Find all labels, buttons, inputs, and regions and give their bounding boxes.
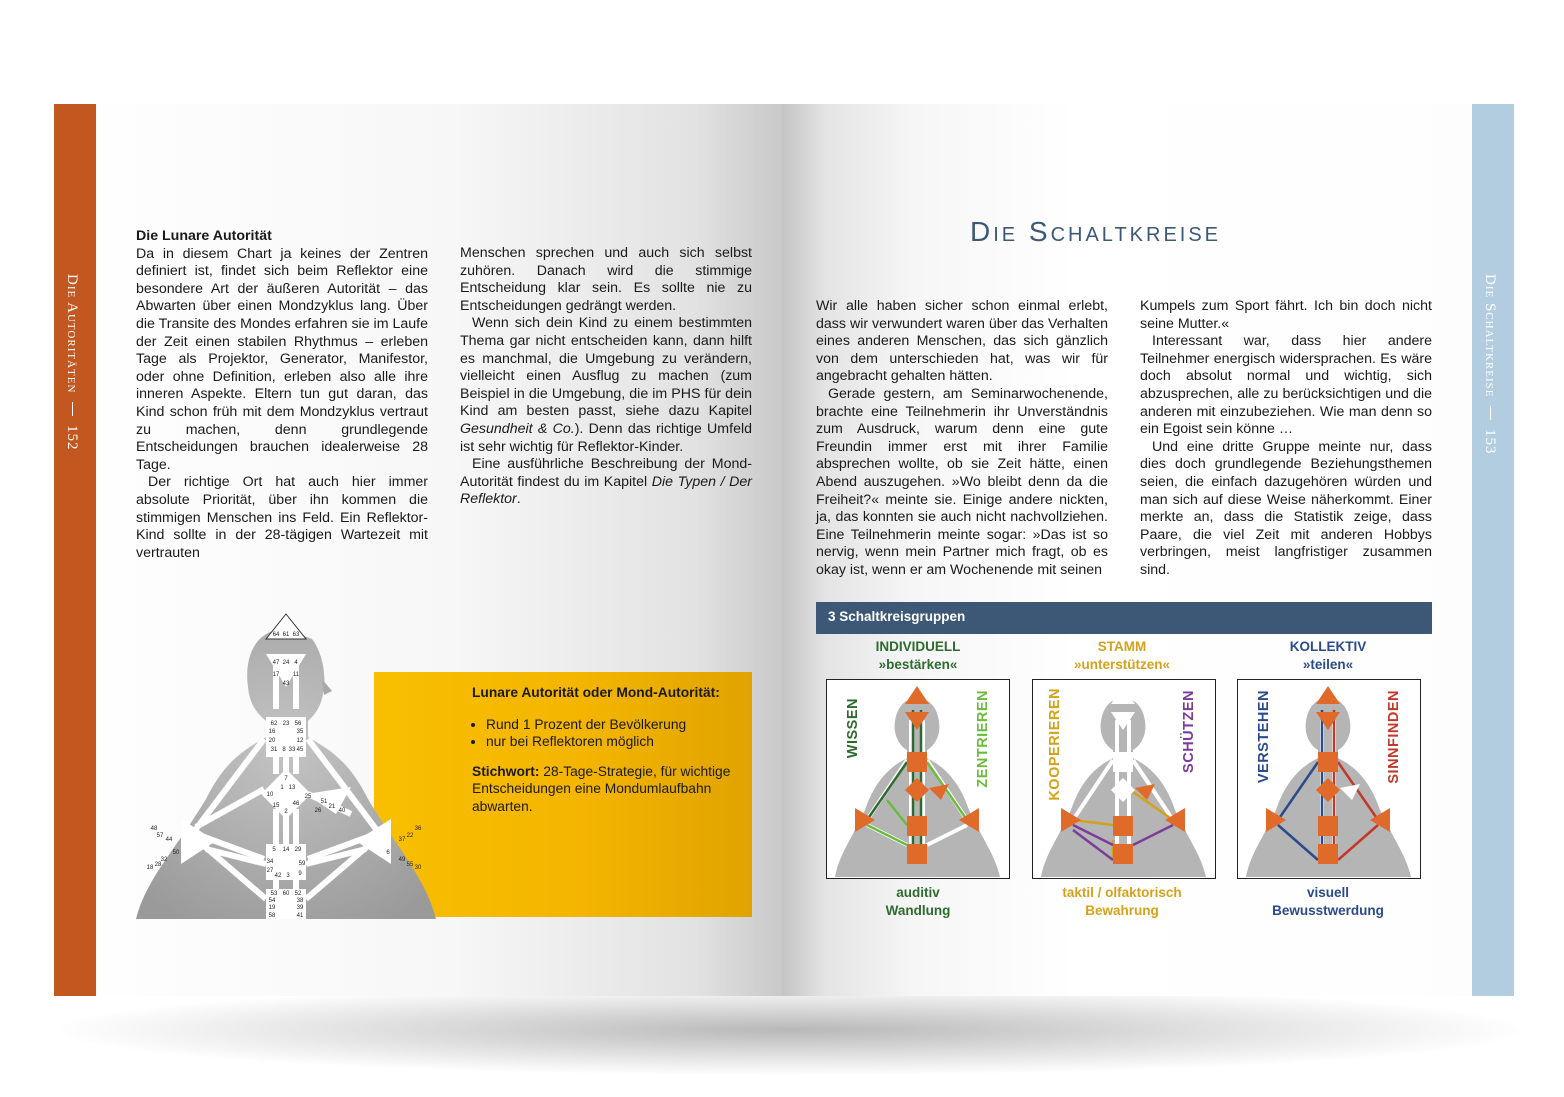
- gate-label: 48: [150, 826, 158, 832]
- gate-label: 3: [286, 873, 290, 879]
- paragraph: Eine ausführliche Beschreibung der Mond-Autorität findest du im Kapitel Die Typen / Der Reflektor.: [460, 456, 753, 508]
- circuit-right-label: SINNFINDEN: [1386, 690, 1402, 784]
- left-column-2: [460, 245, 752, 509]
- gate-label: 59: [298, 861, 306, 867]
- gate-label: 63: [292, 632, 300, 638]
- gate-label: 9: [298, 871, 302, 877]
- group-sense: taktil / olfaktorisch: [1062, 885, 1182, 900]
- gate-label: 39: [296, 905, 304, 911]
- paragraph: Wir alle haben sicher schon einmal erlebt, dass wir verwundert waren über das Verhalten eines anderen Menschen, das sich gänzlich von dem unterschieden hat, was wir für angebracht gehalten hätten.: [816, 298, 1108, 385]
- gate-label: 34: [266, 859, 274, 865]
- right-chapter-band: [1472, 104, 1514, 996]
- gate-label: 53: [270, 891, 278, 897]
- gate-label: 14: [282, 847, 290, 853]
- gate-label: 28: [154, 862, 162, 868]
- left-column-1: [136, 228, 428, 562]
- gate-label: 47: [272, 660, 280, 666]
- right-page: [782, 104, 1514, 996]
- gate-label: 51: [320, 799, 328, 805]
- gate-label: 49: [398, 857, 406, 863]
- info-box-keyword: Stichwort: 28-Tage-Strategie, für wichtige Entscheidungen eine Mondumlaufbahn abwarten.: [472, 763, 731, 814]
- group-header: [828, 638, 1008, 674]
- gate-label: 33: [288, 747, 296, 753]
- paragraph: Interessant war, dass hier andere Teilnehmer energisch widersprachen. Es wäre doch absolut normal und wichtig, sich abzusprechen, alle zu berücksichtigen und die anderen mit einzubeziehen. Wie man denn so ein Egoist sein könne …: [1140, 333, 1432, 438]
- gate-label: 54: [268, 898, 276, 904]
- group-sense: auditiv: [896, 885, 940, 900]
- group-motto: »bestärken«: [878, 657, 958, 672]
- paragraph: Kumpels zum Sport fährt. Ich bin doch nicht seine Mutter.«: [1140, 298, 1432, 332]
- gate-label: 37: [398, 837, 406, 843]
- gate-label: 19: [268, 905, 276, 911]
- gate-label: 15: [272, 803, 280, 809]
- gate-label: 61: [282, 632, 290, 638]
- gate-label: 21: [328, 804, 336, 810]
- band-separator: [72, 402, 73, 416]
- gate-label: 64: [272, 632, 280, 638]
- gate-label: 7: [284, 776, 288, 782]
- info-box-title: Lunare Autorität oder Mond-Autorität:: [472, 685, 720, 700]
- paragraph: Menschen sprechen und auch sich selbst zuhören. Danach wird die stimmige Entscheidung klar sein. Es sollte nie zu Entscheidungen gedrängt werden.: [460, 245, 752, 314]
- gate-label: 40: [338, 808, 346, 814]
- group-sense: visuell: [1306, 885, 1350, 900]
- gate-label: 6: [386, 850, 390, 856]
- paragraph: Und eine dritte Gruppe meinte nur, dass dies doch grundlegende Beziehungsthemen seien, die einfach dazugehören würden und man sich auf diese Weise näherkommt. Einer merkte an, dass die Statistik zeige, dass Paare, die viel Zeit mit anderen Hobbys verbringen, meist langfristiger zusammen sind.: [1140, 438, 1432, 578]
- circuit-left-label: KOOPERIEREN: [1047, 688, 1063, 801]
- group-theme: Bewusstwerdung: [1272, 903, 1384, 918]
- section-heading: Die Lunare Autorität: [136, 228, 272, 244]
- gate-label: 5: [272, 847, 276, 853]
- gate-label: 10: [266, 792, 274, 798]
- circuit-right-label: ZENTRIEREN: [975, 690, 991, 788]
- gate-label: 2: [284, 809, 288, 815]
- left-band-title: Die Autoritäten: [64, 274, 80, 394]
- right-column-2: [1140, 298, 1432, 580]
- gate-label: 35: [296, 729, 304, 735]
- group-footer: [1022, 884, 1222, 920]
- group-header: [1032, 638, 1212, 674]
- gate-label: 12: [296, 738, 304, 744]
- right-column-1: [816, 298, 1108, 580]
- gate-label: 38: [296, 898, 304, 904]
- group-motto: »teilen«: [1302, 657, 1354, 672]
- info-box-list: [472, 716, 740, 751]
- gate-label: 24: [282, 660, 290, 666]
- circuit-left-label: VERSTEHEN: [1256, 690, 1272, 784]
- right-band-title: Die Schaltkreise: [1482, 274, 1498, 398]
- paragraph: Gerade gestern, am Seminarwochenende, brachte eine Teilnehmerin ihr Unverständnis zum Ausdruck, warum denn eine gute Freundin immer erst mit ihrer Familie absprechen wollte, ob sie Zeit hätte, einen Abend auszugehen. »Wo bleibt denn da die Freiheit?« meinte sie. Einige andere nickten, ja, das konnten sie auch nicht nachvollziehen. Eine Teilnehmerin meinte sogar: »Das ist so nervig, wenn mein Partner mich fragt, ob es okay ist, wenn er am Wochenende mit seinen: [816, 385, 1108, 578]
- bodygraph-illustration: [136, 609, 436, 919]
- group-header: [1238, 638, 1418, 674]
- gate-label: 11: [292, 672, 300, 678]
- left-band-label: [63, 274, 80, 450]
- left-page-number: 152: [64, 424, 80, 451]
- group-motto: »unterstützen«: [1073, 657, 1171, 672]
- group-footer: [818, 884, 1018, 920]
- paragraph: Der richtige Ort hat auch hier immer absolute Priorität, über ihn kommen die stimmigen Menschen ins Feld. Ein Reflektor-Kind sollte in der 28-tägigen Wartezeit mit vertrauten: [136, 474, 428, 561]
- group-theme: Bewahrung: [1085, 903, 1159, 918]
- gate-label: 44: [165, 837, 173, 843]
- paragraph: Da in diesem Chart ja keines der Zentren definiert ist, findet sich beim Reflektor eine besondere Art der äußeren Autorität – das Abwarten über einen Mondzyklus lang. Über die Transite des Mondes erfahren sie im Laufe der Zeit einen stabilen Rhythmus – erleben Tage als Projektor, Generator, Manifestor, oder ohne Definition, erleben also alle ihre inneren Aspekte. Eltern tun gut daran, das Kind schon früh mit dem Mondzyklus vertraut zu machen, denn grundlegende Entscheidungen brauchen idealerweise 28 Tage.: [136, 245, 428, 473]
- group-footer: [1228, 884, 1428, 920]
- group-name: INDIVIDUELL: [875, 639, 961, 654]
- right-band-label: [1481, 274, 1498, 454]
- gate-label: 36: [414, 826, 422, 832]
- gate-label: 56: [294, 721, 302, 727]
- chapter-title: Die Schaltkreise: [970, 216, 1222, 247]
- gate-label: 46: [292, 801, 300, 807]
- group-box-stamm: [1032, 679, 1216, 879]
- gate-label: 42: [274, 873, 282, 879]
- list-item: • Rund 1 Prozent der Bevölkerung: [486, 716, 740, 734]
- circuit-left-label: WISSEN: [845, 698, 861, 759]
- gate-label: 18: [146, 865, 154, 871]
- left-chapter-band: [54, 104, 96, 996]
- gate-label: 13: [288, 785, 296, 791]
- gate-label: 23: [282, 721, 290, 727]
- group-name: KOLLEKTIV: [1289, 639, 1367, 654]
- gate-label: 55: [406, 862, 414, 868]
- group-box-individuell: [826, 679, 1010, 879]
- gate-label: 1: [280, 785, 284, 791]
- gate-label: 60: [282, 891, 290, 897]
- group-box-kollektiv: [1237, 679, 1421, 879]
- gate-label: 45: [296, 747, 304, 753]
- gate-label: 16: [268, 729, 276, 735]
- paragraph: Wenn sich dein Kind zu einem bestimmten Thema gar nicht entscheiden kann, dann hilft es manchmal, die Umgebung zu verändern, vielleicht einen Ausflug zu machen (zum Beispiel in die Umgebung, die im PHS für dein Kind am besten passt, siehe dazu Kapitel Gesundheit & Co.). Denn das richtige Umfeld ist sehr wichtig für Reflektor-Kinder.: [460, 315, 752, 455]
- gate-label: 31: [270, 747, 278, 753]
- gate-label: 29: [294, 847, 302, 853]
- group-name: STAMM: [1097, 639, 1147, 654]
- gate-label: 58: [268, 913, 276, 919]
- gate-label: 26: [314, 808, 322, 814]
- circuit-right-label: SCHÜTZEN: [1181, 690, 1197, 773]
- gate-label: 25: [304, 794, 312, 800]
- gate-label: 50: [172, 850, 180, 856]
- gate-label: 20: [268, 738, 276, 744]
- group-theme: Wandlung: [885, 903, 951, 918]
- gate-label: 27: [266, 868, 274, 874]
- gate-label: 41: [296, 913, 304, 919]
- list-item: • nur bei Reflektoren möglich: [486, 733, 740, 751]
- book-shadow: [60, 985, 1520, 1075]
- groups-title-bar: 3 Schaltkreisgruppen: [816, 602, 1432, 634]
- gate-label: 8: [282, 747, 286, 753]
- gate-label: 62: [270, 721, 278, 727]
- gate-label: 52: [294, 891, 302, 897]
- gate-label: 4: [294, 660, 298, 666]
- right-page-number: 153: [1482, 428, 1498, 455]
- gate-label: 43: [282, 681, 290, 687]
- gate-label: 57: [156, 833, 164, 839]
- gate-label: 17: [272, 672, 280, 678]
- gate-label: 22: [406, 833, 414, 839]
- band-separator: [1490, 406, 1491, 420]
- gate-label: 32: [160, 857, 168, 863]
- gate-label: 30: [414, 865, 422, 871]
- left-page: [54, 104, 782, 996]
- info-box: [472, 684, 740, 815]
